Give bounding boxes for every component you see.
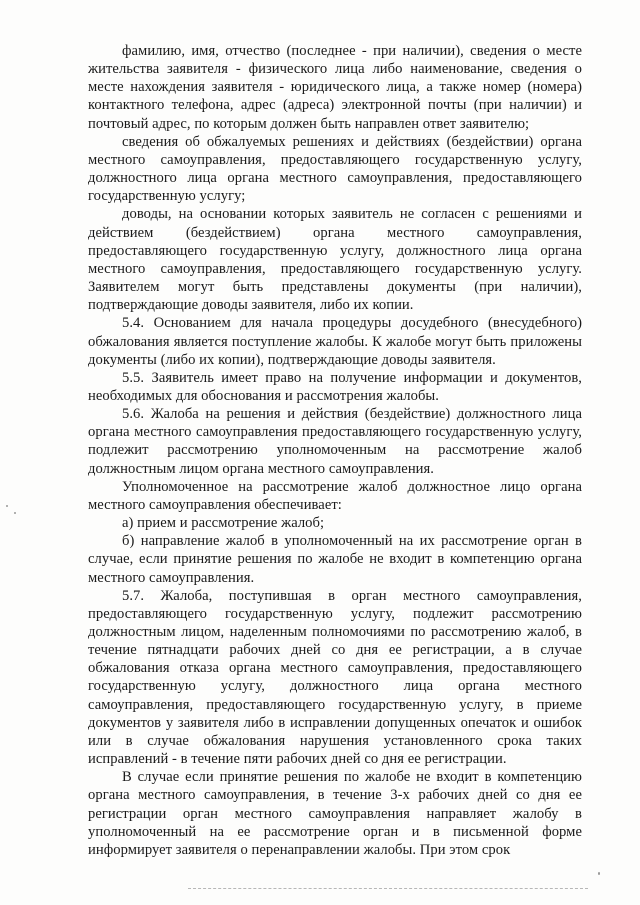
scan-speck bbox=[598, 872, 600, 875]
scan-bottom-edge bbox=[188, 888, 588, 890]
paragraph-arguments: доводы, на основании которых заявитель не согласен с решениями и действием (бездействием) органа местного самоуправления, предоставляющего государственную услугу, должностного лица органа местного самоуправления, предоставляющего государственную услугу. Заявителем могут быть представлены документы (при наличии), подтверждающие доводы заявителя, либо их копии. bbox=[88, 206, 582, 314]
paragraph-5-4: 5.4. Основанием для начала процедуры досудебного (внесудебного) обжалования является поступление жалобы. К жалобе могут быть приложены документы (либо их копии), подтверждающие доводы заявителя. bbox=[88, 315, 582, 368]
scan-speck bbox=[14, 512, 16, 514]
paragraph-5-5: 5.5. Заявитель имеет право на получение информации и документов, необходимых для обоснования и рассмотрения жалобы. bbox=[88, 369, 582, 404]
paragraph-appealed-decisions: сведения об обжалуемых решениях и действиях (бездействии) органа местного самоуправления, предоставляющего государственную услугу, должностного лица органа местного самоуправления, предоставляющего государственную услугу; bbox=[88, 133, 582, 205]
paragraph-redirect: В случае если принятие решения по жалобе не входит в компетенцию органа местного самоуправления, в течение 3-х рабочих дней со дня ее регистрации орган местного самоуправления направляет жалобу в уполномоченный на ее рассмотрение орган и в письменной форме информирует заявителя о перенаправлении жалобы. При этом срок bbox=[88, 769, 582, 858]
paragraph-applicant-details: фамилию, имя, отчество (последнее - при наличии), сведения о месте жительства заявителя - физического лица либо наименование, сведения о месте нахождения заявителя - юридического лица, а также номер (номера) контактного телефона, адрес (адреса) электронной почты (при наличии) и почтовый адрес, по которым должен быть направлен ответ заявителю; bbox=[88, 43, 582, 132]
paragraph-5-6: 5.6. Жалоба на решения и действия (бездействие) должностного лица органа местного самоуправления предоставляющего государственную услугу, подлежит рассмотрению уполномоченным на рассмотрение жалоб должностным лицом органа местного самоуправления. bbox=[88, 406, 582, 477]
paragraph-item-a: а) прием и рассмотрение жалоб; bbox=[122, 515, 325, 532]
paragraph-item-b: б) направление жалоб в уполномоченный на их рассмотрение орган в случае, если принятие решения по жалобе не входит в компетенцию органа местного самоуправления. bbox=[88, 533, 582, 586]
scan-speck bbox=[6, 505, 8, 507]
paragraph-5-7: 5.7. Жалоба, поступившая в орган местного самоуправления, предоставляющего государственную услугу, подлежит рассмотрению должностным лицом, наделенным полномочиями по рассмотрению жалоб, в течение пятнадцати рабочих дней со дня ее регистрации, а в случае обжалования отказа органа местного самоуправления, предоставляющего государственную услугу, должностного лица органа местного самоуправления, предоставляющего государственную услугу, в приеме документов у заявителя либо в исправлении допущенных опечаток и ошибок или в случае обжалования нарушения установленного срока таких исправлений - в течение пяти рабочих дней со дня ее регистрации. bbox=[88, 587, 582, 768]
document-body bbox=[88, 42, 582, 859]
paragraph-authorized-official: Уполномоченное на рассмотрение жалоб должностное лицо органа местного самоуправления обеспечивает: bbox=[88, 478, 582, 513]
